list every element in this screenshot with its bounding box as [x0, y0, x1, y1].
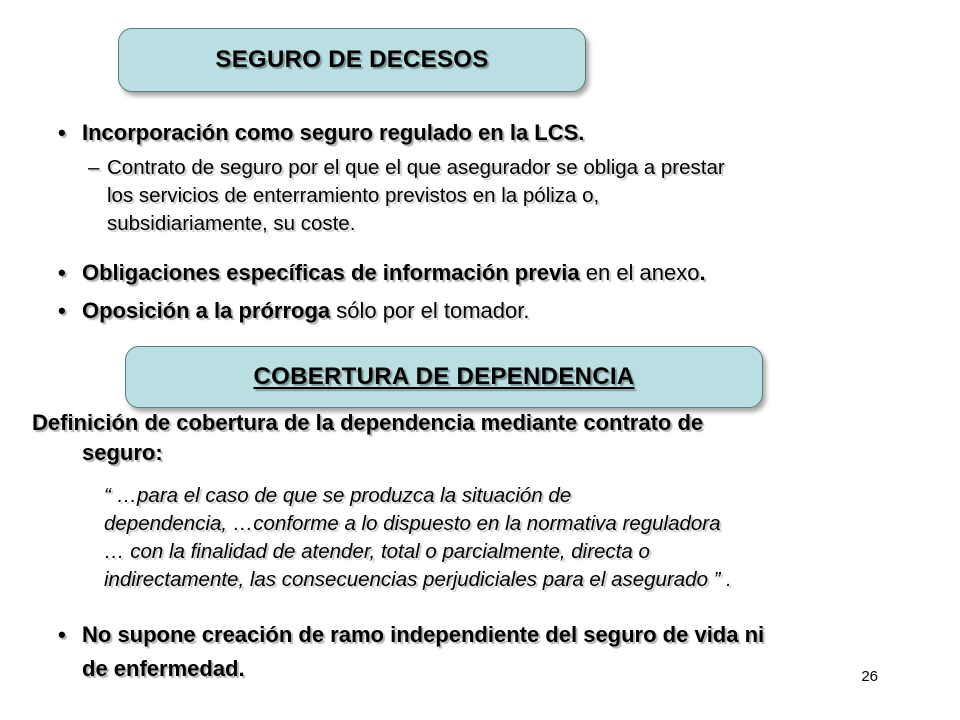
definition-heading	[32, 408, 912, 468]
quote-line: dependencia, …conforme a lo dispuesto en la normativa reguladora	[104, 512, 721, 535]
bullet-item	[58, 618, 918, 688]
sub-bullet-line: los servicios de enterramiento previstos en la póliza o,	[107, 184, 600, 207]
bullet-text	[82, 256, 706, 290]
bullet-plain-text: sólo por el tomador.	[330, 298, 530, 323]
bullet-end-period: .	[699, 260, 706, 285]
section-title: SEGURO DE DECESOS	[215, 46, 489, 73]
bullet-bold-text: Obligaciones específicas de información previa	[82, 260, 580, 285]
bullet-text: de enfermedad.	[82, 656, 245, 681]
bullet-marker: •	[58, 120, 66, 145]
quote-line: “ …para el caso de que se produzca la situación de	[104, 484, 572, 507]
bullet-item	[58, 116, 918, 150]
legal-quote	[104, 482, 934, 594]
bullet-bold-text: Oposición a la prórroga	[82, 298, 331, 323]
bullet-text	[82, 294, 530, 328]
bullet-text: Incorporación como seguro regulado en la LCS.	[82, 120, 585, 145]
bullet-item	[58, 256, 918, 290]
sub-bullet	[88, 154, 928, 238]
bullet-plain-text: en el anexo	[579, 260, 700, 285]
bullet-marker: •	[58, 298, 66, 323]
title-box-seguro-decesos	[118, 28, 586, 92]
quote-line: indirectamente, las consecuencias perjudiciales para el asegurado ” .	[104, 568, 732, 591]
sub-bullet-marker: –	[88, 156, 100, 179]
definition-line: Definición de cobertura de la dependencia mediante contrato de	[32, 410, 704, 435]
bullet-item	[58, 294, 918, 328]
bullet-marker: •	[58, 260, 66, 285]
section-title: COBERTURA DE DEPENDENCIA	[253, 363, 635, 390]
sub-bullet-line: subsidiariamente, su coste.	[107, 212, 356, 235]
definition-line: seguro:	[82, 440, 163, 465]
bullet-text: No supone creación de ramo independiente del seguro de vida ni	[82, 622, 765, 647]
sub-bullet-line: Contrato de seguro por el que el que asegurador se obliga a prestar	[107, 156, 725, 179]
title-box-cobertura-dependencia	[125, 346, 763, 408]
quote-line: … con la finalidad de atender, total o parcialmente, directa o	[104, 540, 650, 563]
page-number: 26	[861, 668, 878, 685]
bullet-marker: •	[58, 622, 66, 647]
